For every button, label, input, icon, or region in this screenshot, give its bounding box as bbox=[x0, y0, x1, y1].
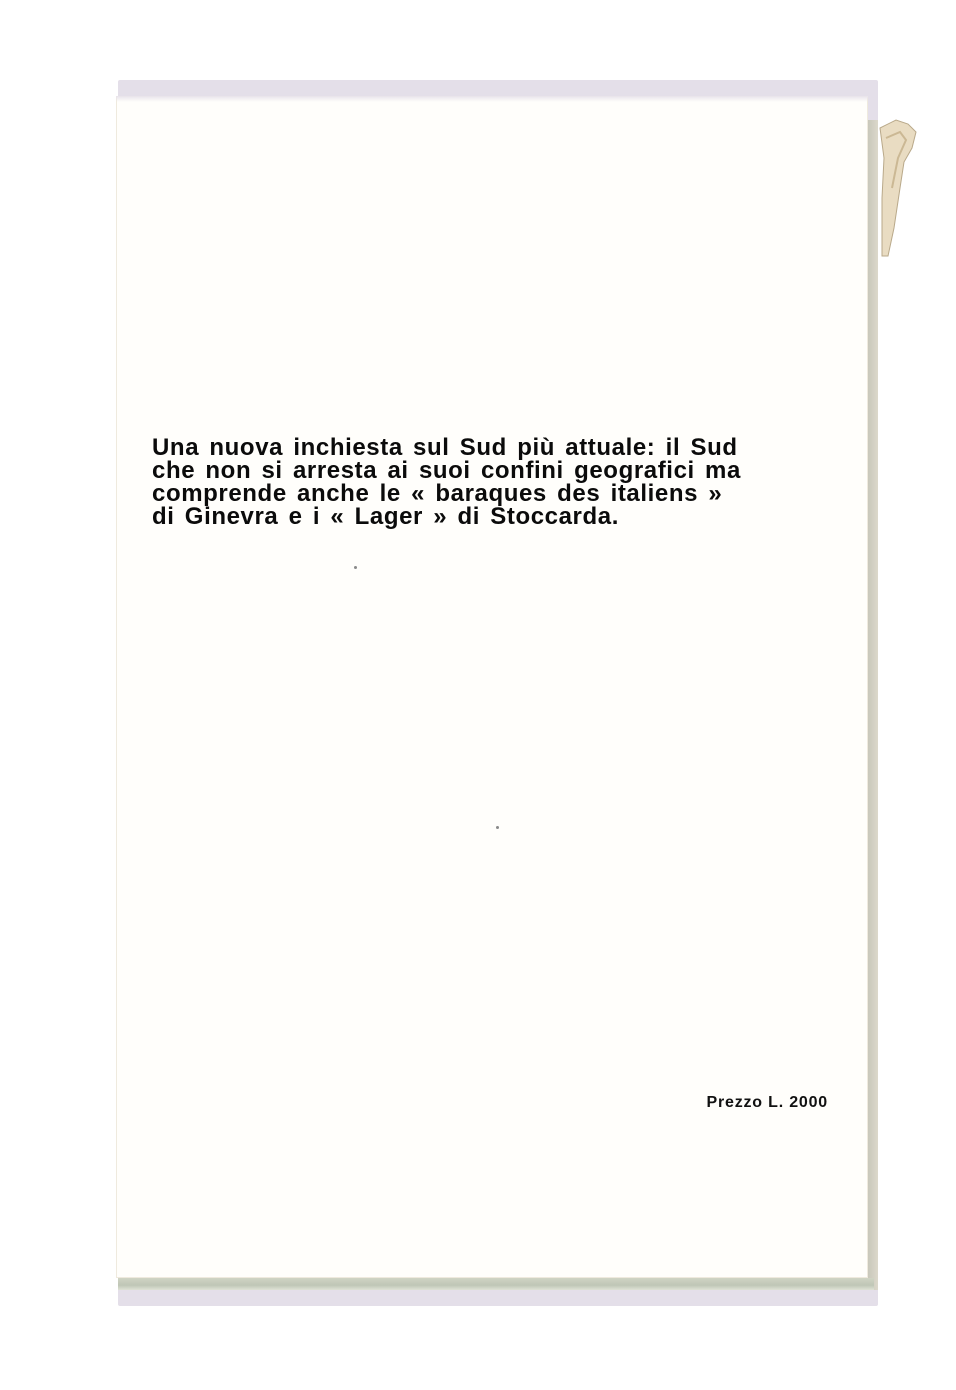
blurb-line: di Ginevra e i « Lager » di Stoccarda. bbox=[152, 503, 619, 530]
blurb-line: Una nuova inchiesta sul Sud più attuale: il Sud bbox=[152, 434, 738, 461]
page-edge-bottom bbox=[118, 1278, 874, 1290]
price-label: Prezzo L. 2000 bbox=[706, 1094, 828, 1111]
torn-flap-icon bbox=[878, 118, 918, 258]
blurb-line: che non si arresta ai suoi confini geografici ma bbox=[152, 457, 741, 484]
blurb-text bbox=[152, 436, 842, 528]
paper-speck bbox=[354, 566, 357, 569]
blurb-line: comprende anche le « baraques des italiens » bbox=[152, 480, 723, 507]
paper-speck bbox=[496, 826, 499, 829]
